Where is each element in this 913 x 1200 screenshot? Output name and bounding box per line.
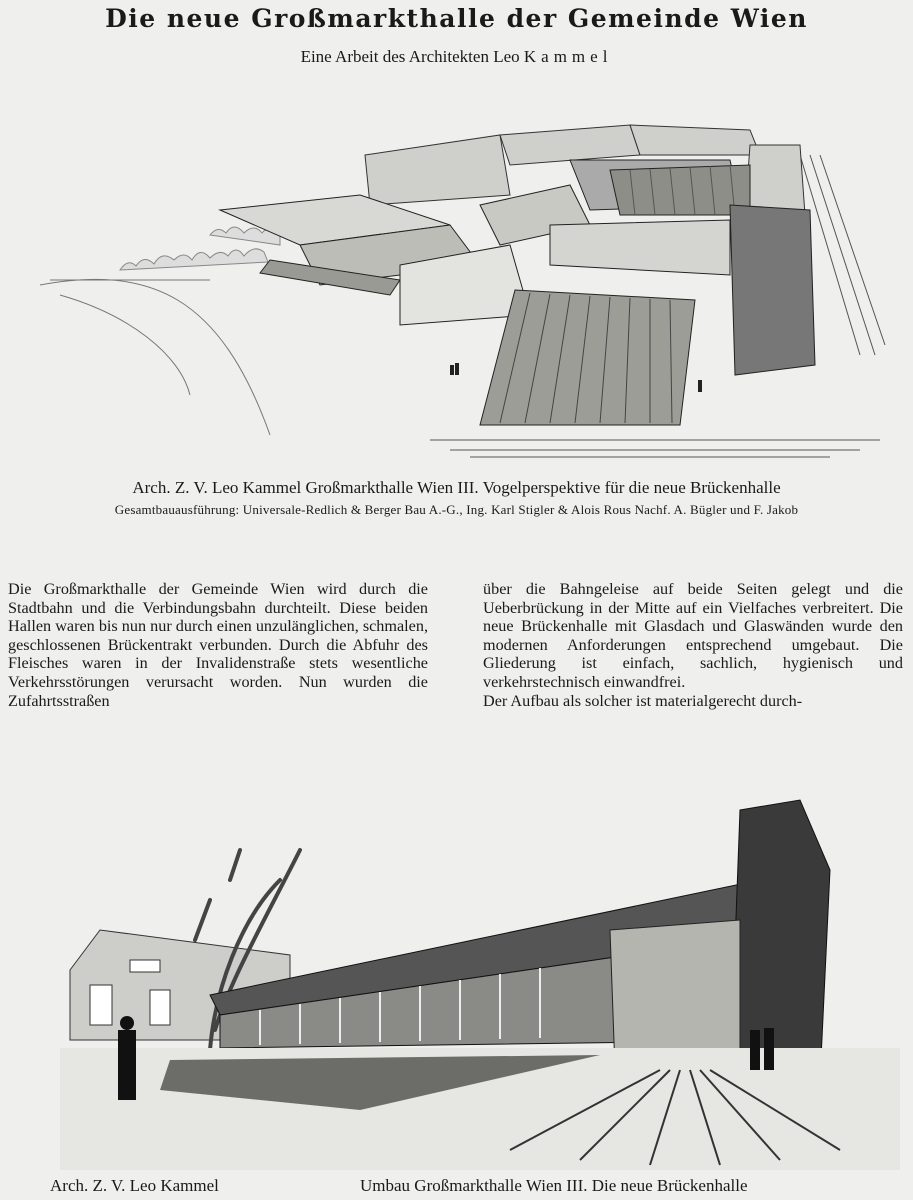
figure1-credit: Gesamtbauausführung: Universale-Redlich & Berger Bau A.-G., Ing. Karl Stigler & Alois Rous Nachf. A. Bügler und F. Jakob (114, 502, 799, 517)
birds-eye-illustration (30, 95, 890, 465)
figure1-caption: Arch. Z. V. Leo Kammel Großmarkthalle Wien III. Vogelperspektive für die neue Brückenhalle (132, 478, 781, 497)
article-paragraph: Der Aufbau als solcher ist materialgerecht durch- (483, 691, 803, 710)
page-title: Die neue Großmarkthalle der Gemeinde Wien (105, 4, 808, 33)
article-column-right (483, 580, 903, 710)
subtitle-architect-name: Kammel (523, 47, 613, 66)
subtitle-prefix: Eine Arbeit des Architekten Leo (300, 47, 520, 66)
figure2-caption-architect: Arch. Z. V. Leo Kammel (50, 1176, 219, 1195)
figure2-caption-title: Umbau Großmarkthalle Wien III. Die neue Brückenhalle (360, 1176, 748, 1195)
bridge-hall-illustration (40, 790, 900, 1170)
page-subtitle (0, 47, 913, 67)
article-paragraph: Die Großmarkthalle der Gemeinde Wien wird durch die Stadtbahn und die Verbindungsbahn durchteilt. Diese beiden Hallen waren bis nun nur durch einen unzulänglichen, schmalen, geschlossenen Brückentrakt verbunden. Durch die Abfuhr des Fleisches waren in der Invalidenstraße stets wesentliche Verkehrsstörungen verursacht worden. Nun wurden die Zufahrtsstraßen (8, 580, 428, 710)
article-paragraph: über die Bahngeleise auf beide Seiten gelegt und die Ueberbrückung in der Mitte auf ein Vielfaches verbreitert. Die neue Brückenhalle mit Glasdach und Glaswänden wurde den modernen Anforderungen entsprechend umgebaut. Die Gliederung ist einfach, sachlich, hygienisch und verkehrstechnisch einwandfrei. (483, 580, 903, 691)
article-column-left (8, 580, 428, 710)
